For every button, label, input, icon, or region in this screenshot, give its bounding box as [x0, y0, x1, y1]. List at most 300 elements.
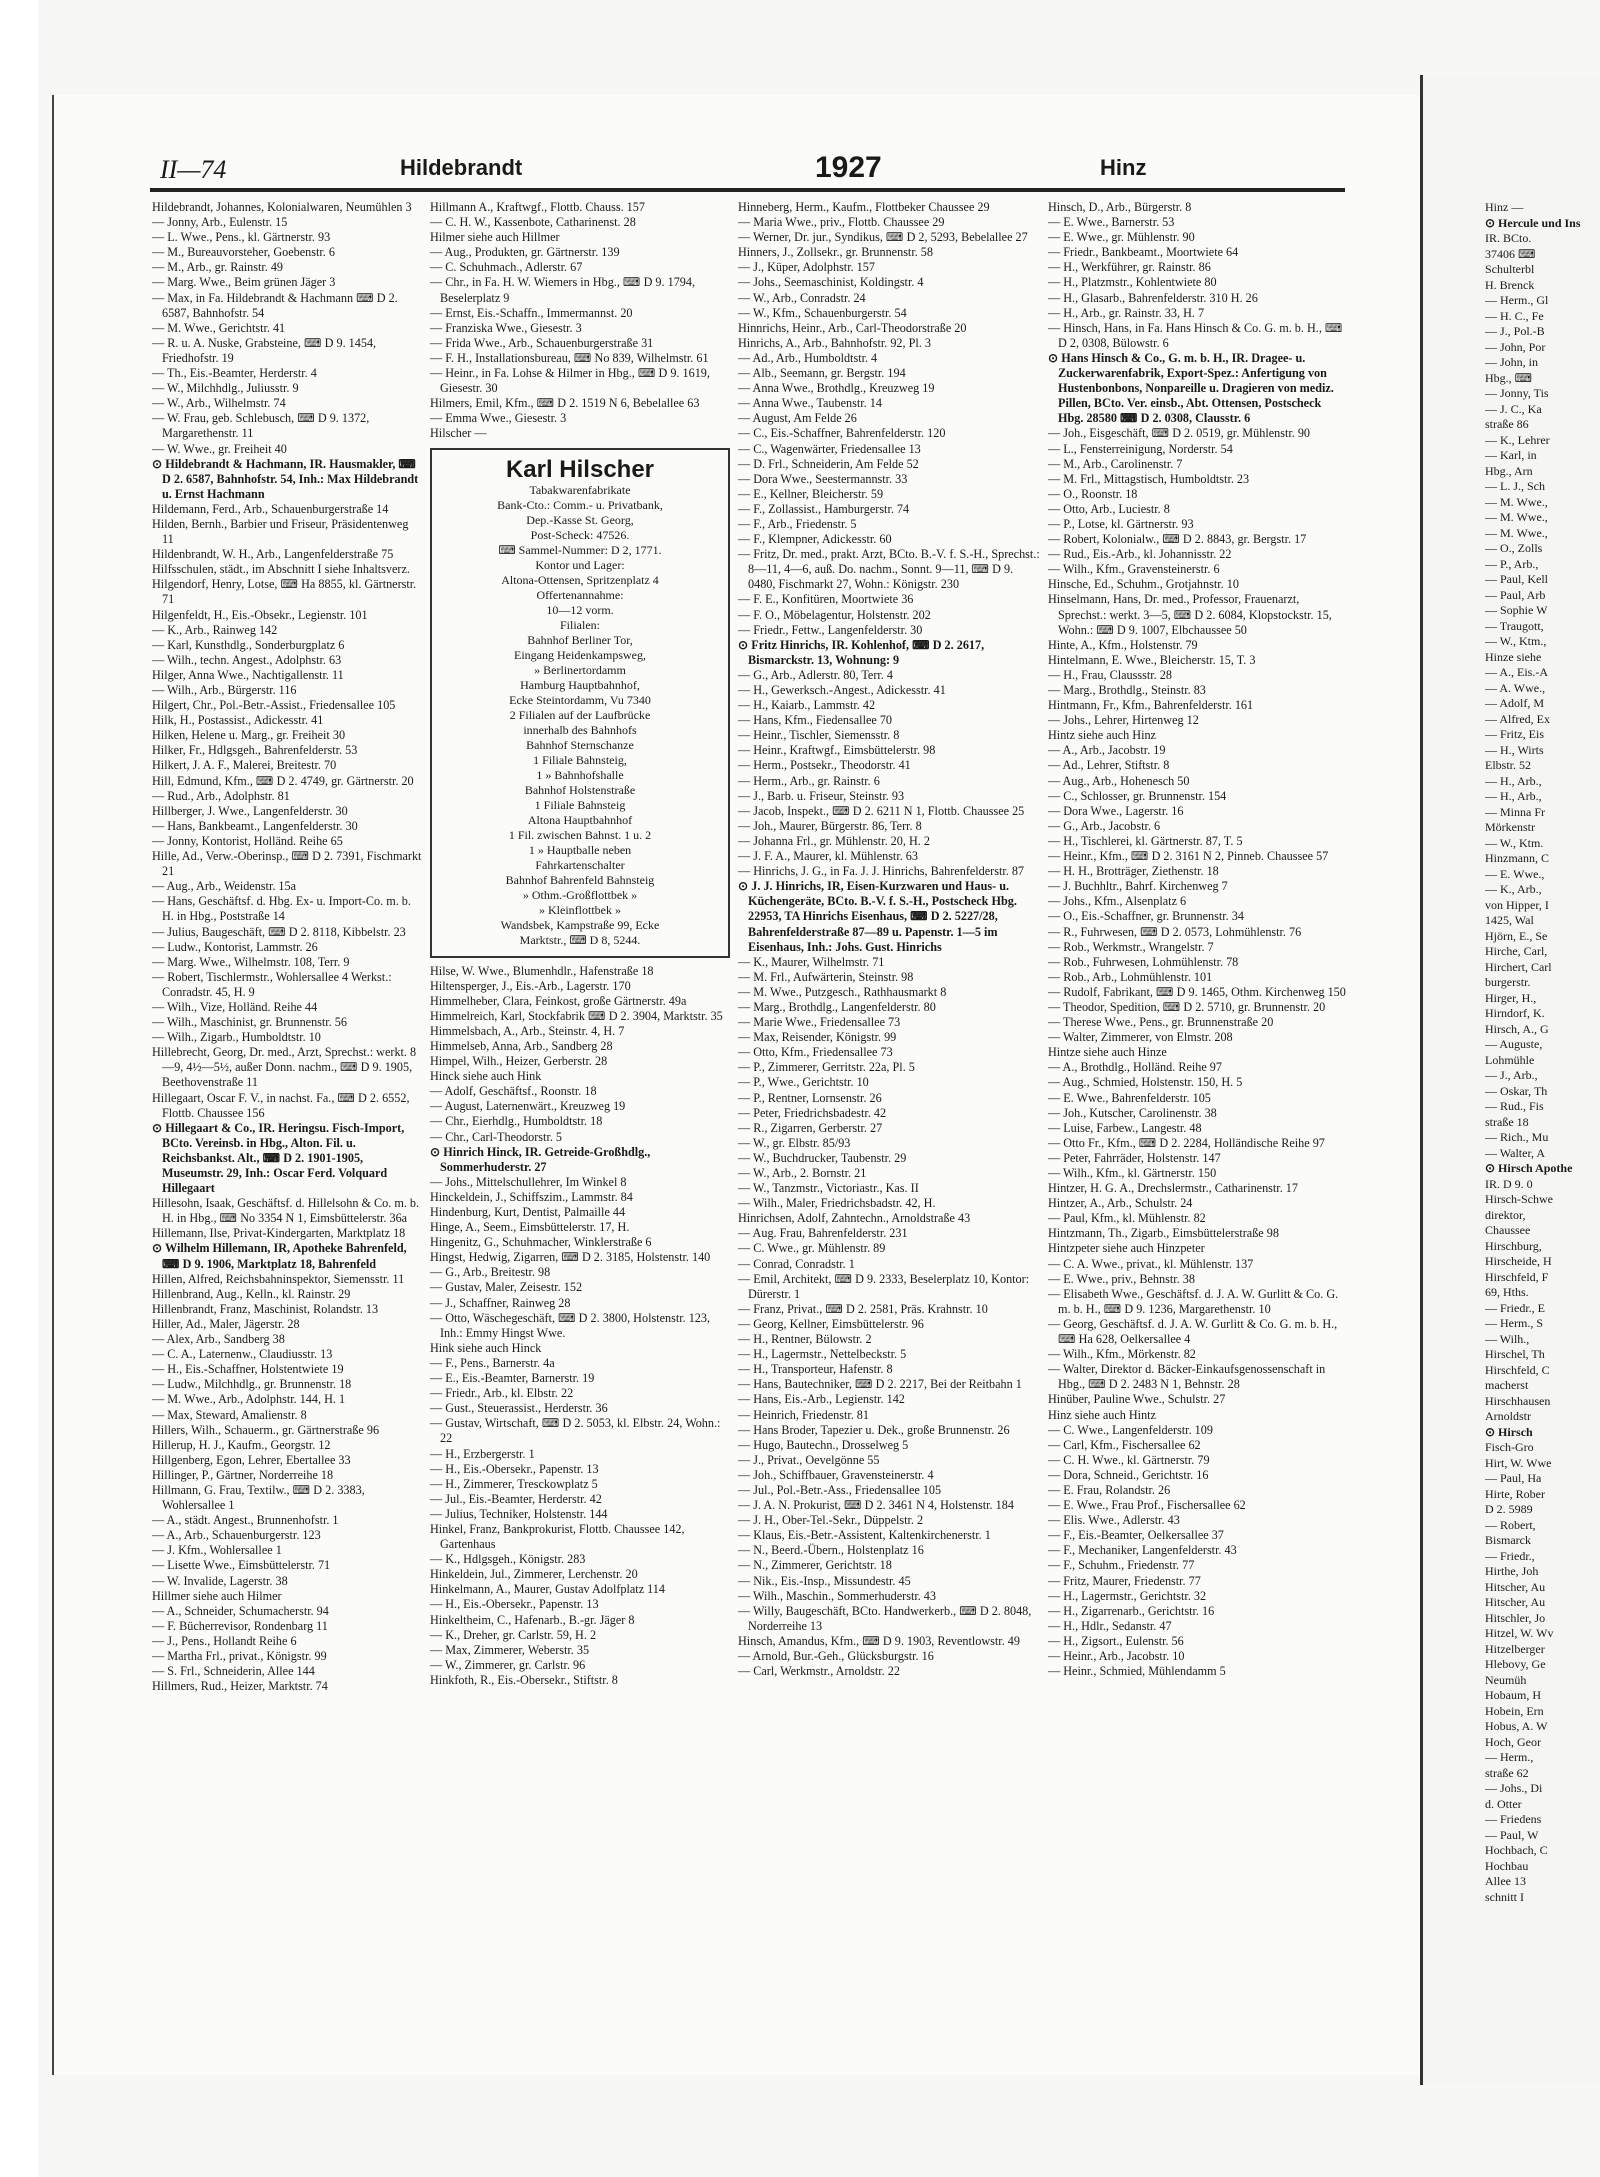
directory-entry: Neumüh	[1485, 1672, 1527, 1687]
directory-entry: Hirschhausen	[1485, 1393, 1551, 1408]
directory-entry: — K., Maurer, Wilhelmstr. 71	[738, 954, 885, 969]
ad-line: 1 Fil. zwischen Bahnst. 1 u. 2	[508, 827, 652, 842]
directory-entry: — Friedr., E	[1485, 1300, 1545, 1315]
directory-entry: straße 18	[1485, 1114, 1529, 1129]
directory-entry: — H., Zigarrenarb., Gerichtstr. 16	[1048, 1603, 1215, 1618]
ad-line: Bahnhof Sternschanze	[526, 737, 634, 752]
directory-entry: — W. Wwe., gr. Freiheit 40	[152, 441, 287, 456]
directory-entry: Hinselmann, Hans, Dr. med., Professor, Frauenarzt, Sprechst.: werkt. 3—5, ⌨ D 2. 6084, Klopstockstr. 15, Wohn.: ⌨ D 9. 1007, Elbchaussee 50	[1048, 592, 1332, 637]
directory-entry: — Paul, Ha	[1485, 1471, 1542, 1485]
directory-entry: — A. Wwe.,	[1485, 680, 1546, 695]
directory-entry: — Carl, Werkmstr., Arnoldstr. 22	[738, 1664, 900, 1679]
directory-entry: — Wilh., Maschin., Sommerhuderstr. 43	[738, 1588, 936, 1603]
directory-entry: — Jonny, Tis	[1485, 386, 1549, 400]
directory-entry: — Conrad, Conradstr. 1	[738, 1256, 855, 1271]
directory-entry: Hochbach, C	[1485, 1843, 1548, 1857]
directory-entry: Hillmers, Rud., Heizer, Marktstr. 74	[152, 1679, 328, 1694]
directory-entry: — Joh., Eisgeschäft, ⌨ D 2. 0519, gr. Mühlenstr. 90	[1048, 426, 1311, 441]
directory-entry: — Herm., Gl	[1485, 293, 1549, 307]
directory-entry: ⊙ J. J. Hinrichs, IR, Eisen-Kurzwaren und Haus- u. Küchengeräte, BCto. B.-V. f. S.-H., Postscheck Hbg. 22953, TA Hinrichs Eisenhaus, ⌨ D 2. 5227/28, Bahrenfelderstraße 87—89 u. Papenstr. 1—5 im Eisenhaus, Inh.: Johs. Gust. Hinrichs	[738, 879, 1017, 954]
directory-entry: — H., Arb., gr. Rainstr. 33, H. 7	[1048, 305, 1205, 320]
ad-line: Offertenannahme:	[536, 587, 624, 602]
directory-entry: — C., Wagenwärter, Friedensallee 13	[738, 441, 921, 456]
directory-entry: — Hinsch, Hans, in Fa. Hans Hinsch & Co. G. m. b. H., ⌨ D 2, 0308, Bülowstr. 6	[1048, 320, 1343, 350]
directory-entry: Hintz siehe auch Hinz	[1048, 728, 1156, 743]
directory-entry: — Marg., Brothdlg., Langenfelderstr. 80	[738, 999, 936, 1014]
directory-entry: — Heinr., in Fa. Lohse & Hilmer in Hbg., ⌨ D 9. 1619, Giesestr. 30	[430, 366, 710, 396]
directory-entry: Hingst, Hedwig, Zigarren, ⌨ D 2. 3185, Holstenstr. 140	[430, 1250, 711, 1265]
directory-entry: — M. Wwe.,	[1485, 510, 1548, 524]
directory-entry: — Johs., Mittelschullehrer, Im Winkel 8	[430, 1174, 627, 1189]
directory-entry: Hirschfeld, F	[1485, 1269, 1549, 1284]
directory-entry: — R. u. A. Nuske, Grabsteine, ⌨ D 9. 1454, Friedhofstr. 19	[152, 335, 377, 365]
directory-entry: Hilscher —	[430, 426, 487, 441]
directory-entry: — J. C., Ka	[1485, 401, 1542, 416]
directory-entry: — Franz, Privat., ⌨ D 2. 2581, Präs. Krahnstr. 10	[738, 1301, 988, 1316]
directory-entry: — Georg, Geschäftsf. d. J. A. W. Gurlitt & Co. G. m. b. H., ⌨ Ha 628, Oelkersallee 4	[1048, 1316, 1338, 1347]
directory-entry: Hillerup, H. J., Kaufm., Georgstr. 12	[152, 1437, 331, 1452]
directory-entry: — F., Schuhm., Friedenstr. 77	[1048, 1558, 1195, 1573]
directory-entry: Hildemann, Ferd., Arb., Schauenburgerstraße 14	[152, 501, 389, 516]
directory-entry: — P., Rentner, Lornsenstr. 26	[738, 1090, 882, 1105]
directory-entry: — R., Zigarren, Gerberstr. 27	[738, 1120, 883, 1135]
directory-entry: — G., Arb., Adlerstr. 80, Terr. 4	[738, 667, 893, 682]
directory-entry: Hilmers, Emil, Kfm., ⌨ D 2. 1519 N 6, Bebelallee 63	[430, 396, 700, 411]
directory-entry: — Nik., Eis.-Insp., Missundestr. 45	[738, 1573, 911, 1588]
directory-entry: — F., Pens., Barnerstr. 4a	[430, 1355, 555, 1370]
directory-entry: — H., Glasarb., Bahrenfelderstr. 310 H. 26	[1048, 290, 1258, 305]
directory-entry: — Herm., Postsekr., Theodorstr. 41	[738, 758, 911, 773]
ad-line: Altona Hauptbahnhof	[527, 812, 633, 827]
directory-entry: — Julius, Baugeschäft, ⌨ D 2. 8118, Kibbelstr. 23	[152, 924, 406, 939]
directory-entry: — Marg. Wwe., Beim grünen Jäger 3	[152, 275, 336, 290]
directory-entry: — Herm.,	[1485, 1750, 1534, 1764]
directory-entry: Hilgenfeldt, H., Eis.-Obsekr., Legienstr. 101	[152, 607, 368, 622]
directory-entry: — Robert, Tischlermstr., Wohlersallee 4 Werkst.: Conradstr. 45, H. 9	[152, 969, 392, 999]
directory-entry: Hobein, Ern	[1485, 1703, 1544, 1718]
directory-entry: — Adolf, M	[1485, 696, 1545, 710]
directory-entry: Hitzel, W. Wv	[1485, 1626, 1554, 1640]
directory-entry: — Chr., Carl-Theodorstr. 5	[430, 1129, 563, 1144]
directory-entry: Elbstr. 52	[1485, 758, 1532, 772]
directory-entry: Hilker, Fr., Hdlgsgeh., Bahrenfelderstr. 53	[152, 743, 358, 758]
directory-entry: Hilden, Bernh., Barbier und Friseur, Präsidentenweg 11	[152, 516, 409, 547]
directory-entry: Hirger, H.,	[1485, 990, 1537, 1005]
directory-entry: — Hans, Geschäftsf. d. Hbg. Ex- u. Import-Co. m. b. H. in Hbg., Poststraße 14	[152, 894, 411, 924]
directory-entry: — W., Ktm.,	[1485, 634, 1547, 648]
ad-line: ⌨ Sammel-Nummer: D 2, 1771.	[498, 542, 662, 557]
directory-entry: — G., Arb., Breitestr. 98	[430, 1265, 551, 1280]
directory-entry: Hinge, A., Seem., Eimsbüttelerstr. 17, H.	[430, 1220, 630, 1235]
directory-entry: ⊙ Hercule und Ins	[1485, 215, 1581, 230]
directory-entry: 69, Hths.	[1485, 1285, 1529, 1299]
directory-entry: — Alex, Arb., Sandberg 38	[152, 1332, 285, 1347]
directory-entry: — Walter, Zimmerer, von Elmstr. 208	[1048, 1030, 1233, 1045]
directory-entry: — Aug., Schmied, Holstenstr. 150, H. 5	[1048, 1075, 1243, 1090]
advertisement-box	[430, 448, 730, 958]
ad-line: Marktstr., ⌨ D 8, 5244.	[519, 932, 641, 947]
directory-entry: Hirsch, A., G	[1485, 1021, 1549, 1036]
directory-entry: Mörkenstr	[1485, 820, 1535, 834]
directory-entry: Hirsch-Schwe	[1485, 1192, 1553, 1206]
directory-entry: — Ad., Lehrer, Stiftstr. 8	[1048, 758, 1170, 773]
directory-entry: Hintzpeter siehe auch Hinzpeter	[1048, 1241, 1205, 1256]
directory-entry: — J., Barb. u. Friseur, Steinstr. 93	[738, 788, 905, 803]
directory-entry: — E., Eis.-Beamter, Barnerstr. 19	[430, 1371, 595, 1386]
ad-line: Bahnhof Bahrenfeld Bahnsteig	[505, 872, 655, 887]
directory-entry: — P., Wwe., Gerichtstr. 10	[738, 1075, 869, 1090]
directory-entry: Hirthe, Joh	[1485, 1564, 1539, 1578]
directory-entry: — N., Zimmerer, Gerichtstr. 18	[738, 1558, 892, 1573]
directory-entry: Hinsche, Ed., Schuhm., Grotjahnstr. 10	[1048, 577, 1239, 592]
directory-entry: ⊙ Hans Hinsch & Co., G. m. b. H., IR. Dragee- u. Zuckerwarenfabrik, Export-Spez.: Anfertigung von Hustenbonbons, Nonpareille u. Dragieren von mediz. Pillen, BCto. Ver. einsb., Abt. Ottensen, Postscheck Hbg. 28580 ⌨ D 2. 0308, Clausstr. 6	[1048, 350, 1334, 426]
directory-entry: — H., Eis.-Obersekr., Papenstr. 13	[430, 1461, 599, 1476]
directory-entry: Hillebrecht, Georg, Dr. med., Arzt, Sprechst.: werkt. 8—9, 4½—5½, außer Donn. nachm., ⌨ D 9. 1905, Beethovenstraße 11	[152, 1045, 417, 1090]
directory-entry: — Ludw., Milchhdlg., gr. Brunnenstr. 18	[152, 1377, 352, 1392]
directory-entry: Himmelreich, Karl, Stockfabrik ⌨ D 2. 3904, Marktstr. 35	[430, 1008, 723, 1023]
directory-entry: — O., Roonstr. 18	[1048, 486, 1138, 501]
directory-entry: Hirte, Rober	[1485, 1486, 1545, 1501]
directory-entry: Hillenbrand, Aug., Kelln., kl. Rainstr. 29	[152, 1286, 351, 1301]
directory-entry: — Rob., Werkmstr., Wrangelstr. 7	[1048, 939, 1214, 954]
directory-entry: — Heinr., Kraftwgf., Eimsbüttelerstr. 98	[738, 743, 936, 758]
directory-entry: Hilken, Helene u. Marg., gr. Freiheit 30	[152, 728, 346, 743]
directory-entry: — J., Pens., Hollandt Reihe 6	[152, 1633, 297, 1648]
directory-entry: — Wilh., Kfm., kl. Gärtnerstr. 150	[1048, 1166, 1217, 1180]
directory-entry: — H., Arb.,	[1485, 789, 1542, 803]
directory-entry: — W., Arb., Wilhelmstr. 74	[152, 396, 286, 411]
directory-entry: — Rud., Eis.-Arb., kl. Johannisstr. 22	[1048, 547, 1232, 562]
directory-entry: — F. O., Möbelagentur, Holstenstr. 202	[738, 607, 931, 622]
ad-line: Kontor und Lager:	[535, 557, 625, 572]
directory-entry: Hirche, Carl,	[1485, 944, 1548, 958]
directory-entry: Hoch, Geor	[1485, 1734, 1541, 1749]
directory-entry: — Wilh., Kfm., Mörkenstr. 82	[1048, 1347, 1196, 1362]
directory-entry: — Fritz, Maurer, Friedenstr. 77	[1048, 1573, 1201, 1588]
directory-entry: Hillgenberg, Egon, Lehrer, Ebertallee 33	[152, 1452, 351, 1467]
directory-entry: Hintzer, H. G. A., Drechslermstr., Catharinenstr. 17	[1048, 1181, 1298, 1196]
directory-entry: — Fritz, Eis	[1485, 727, 1544, 741]
directory-entry: — F., Arb., Friedenstr. 5	[738, 516, 857, 531]
directory-entry: Hitscher, Au	[1485, 1595, 1546, 1609]
directory-entry: — Joh., Schiffbauer, Gravensteinerstr. 4	[738, 1467, 934, 1482]
directory-entry: Hobaum, H	[1485, 1688, 1541, 1702]
directory-entry: — H., Zimmerer, Tresckowplatz 5	[430, 1476, 598, 1491]
column-3	[738, 200, 1043, 1679]
directory-entry: — M. Wwe.,	[1485, 525, 1548, 540]
column-1	[152, 200, 422, 1694]
directory-entry: — P., Lotse, kl. Gärtnerstr. 93	[1048, 516, 1194, 531]
directory-entry: — Chr., in Fa. H. W. Wiemers in Hbg., ⌨ D 9. 1794, Beselerplatz 9	[430, 275, 696, 305]
directory-entry: — Klaus, Eis.-Betr.-Assistent, Kaltenkirchenerstr. 1	[738, 1528, 991, 1543]
directory-entry: — D. Frl., Schneiderin, Am Felde 52	[738, 456, 919, 471]
directory-entry: — Arnold, Bur.-Geh., Glücksburgstr. 16	[738, 1649, 934, 1663]
ad-line: Filialen:	[560, 617, 600, 632]
directory-entry: — Chr., Eierhdlg., Humboldtstr. 18	[430, 1114, 603, 1129]
directory-entry: Hink siehe auch Hinck	[430, 1340, 542, 1355]
ad-line: Bank-Cto.: Comm.- u. Privatbank,	[497, 497, 663, 512]
directory-entry: Hilfsschulen, städt., im Abschnitt I siehe Inhaltsverz.	[152, 562, 410, 577]
directory-entry: — Wilh.,	[1485, 1331, 1530, 1346]
directory-entry: Bismarck	[1485, 1533, 1531, 1547]
directory-entry: — L., Fensterreinigung, Norderstr. 54	[1048, 441, 1233, 456]
directory-entry: — Fritz, Dr. med., prakt. Arzt, BCto. B.-V. f. S.-H., Sprechst.: 8—11, 4—6, auß. Do. nachm., Sonnt. 9—11, ⌨ D 9. 0480, Fischmarkt 27, Wohn.: Königstr. 230	[738, 547, 1040, 592]
directory-entry: — Jul., Eis.-Beamter, Herderstr. 42	[430, 1491, 602, 1506]
directory-entry: — K., Lehrer	[1485, 432, 1550, 447]
directory-entry: — Friedr., Bankbeamt., Moortwiete 64	[1048, 245, 1239, 260]
directory-entry: — E. Wwe., priv., Behnstr. 38	[1048, 1271, 1195, 1286]
directory-entry: Hildenbrandt, W. H., Arb., Langenfelderstraße 75	[152, 547, 394, 562]
directory-entry: Hinneberg, Herm., Kaufm., Flottbeker Chaussee 29	[738, 200, 990, 214]
directory-entry: — Hans, Kfm., Fiedensallee 70	[738, 713, 893, 728]
directory-entry: — E. Wwe., gr. Mühlenstr. 90	[1048, 230, 1195, 245]
directory-entry: Hill, Edmund, Kfm., ⌨ D 2. 4749, gr. Gärtnerstr. 20	[152, 773, 414, 788]
scan-left-edge	[0, 0, 38, 2177]
directory-entry: — L. J., Sch	[1485, 479, 1545, 493]
directory-entry: — Werner, Dr. jur., Syndikus, ⌨ D 2, 5293, Bebelallee 27	[738, 230, 1028, 245]
directory-entry: — Gustav, Maler, Zeisestr. 152	[430, 1280, 583, 1295]
page-number: II—74	[160, 155, 227, 184]
directory-entry: — J. H., Ober-Tel.-Sekr., Düppelstr. 2	[738, 1513, 924, 1528]
directory-entry: — E. Wwe., Bahrenfelderstr. 105	[1048, 1090, 1211, 1105]
directory-entry: Chaussee	[1485, 1223, 1531, 1237]
directory-entry: — W., Buchdrucker, Taubenstr. 29	[738, 1150, 907, 1165]
directory-entry: — A., Arb., Jacobstr. 19	[1048, 743, 1166, 758]
directory-entry: Hillers, Wilh., Schauerm., gr. Gärtnerstraße 96	[152, 1422, 380, 1437]
directory-entry: Hilger, Anna Wwe., Nachtigallenstr. 11	[152, 667, 344, 682]
ad-line: Hamburg Hauptbahnhof,	[520, 677, 640, 692]
directory-entry: Hochbau	[1485, 1858, 1529, 1873]
directory-entry: — Jonny, Kontorist, Holländ. Reihe 65	[152, 833, 343, 848]
directory-entry: — Wilh., Kfm., Gravensteinerstr. 6	[1048, 562, 1220, 577]
directory-entry: — J. Kfm., Wohlersallee 1	[152, 1543, 282, 1558]
directory-entry: — K., Dreher, gr. Carlstr. 59, H. 2	[430, 1627, 597, 1642]
directory-entry: — Emil, Architekt, ⌨ D 9. 2333, Beselerplatz 10, Kontor: Dürerstr. 1	[738, 1271, 1030, 1301]
directory-entry: Hintze siehe auch Hinze	[1048, 1045, 1167, 1060]
directory-entry: — Ludw., Kontorist, Lammstr. 26	[152, 939, 318, 954]
ad-line: Fahrkartenschalter	[535, 857, 625, 872]
directory-entry: — Friedr., Fettw., Langenfelderstr. 30	[738, 622, 923, 637]
directory-entry: Hinüber, Pauline Wwe., Schulstr. 27	[1048, 1392, 1226, 1407]
directory-entry: Hilgendorf, Henry, Lotse, ⌨ Ha 8855, kl. Gärtnerstr. 71	[152, 577, 417, 607]
directory-entry: — C. Wwe., gr. Mühlenstr. 89	[738, 1241, 886, 1256]
directory-entry: — Joh., Maurer, Bürgerstr. 86, Terr. 8	[738, 818, 922, 833]
directory-entry: Hinsch, Amandus, Kfm., ⌨ D 9. 1903, Reventlowstr. 49	[738, 1633, 1020, 1648]
directory-entry: — Anna Wwe., Brothdlg., Kreuzweg 19	[738, 381, 935, 396]
directory-entry: — Rudolf, Fabrikant, ⌨ D 9. 1465, Othm. Kirchenweg 150	[1048, 984, 1346, 999]
directory-entry: Hinkeldein, Jul., Zimmerer, Lerchenstr. 20	[430, 1567, 638, 1582]
ad-line: » Othm.-Großflottbek »	[522, 887, 638, 902]
directory-entry: — Hans, Bankbeamt., Langenfelderstr. 30	[152, 818, 358, 833]
directory-entry: Hirschel, Th	[1485, 1347, 1545, 1361]
directory-entry: — W., Milchhdlg., Juliusstr. 9	[152, 381, 299, 396]
directory-entry: Hinkeltheim, C., Hafenarb., B.-gr. Jäger 8	[430, 1612, 635, 1627]
directory-entry: — M., Bureauvorsteher, Goebenstr. 6	[152, 245, 335, 260]
directory-entry: — W., Arb., 2. Bornstr. 21	[738, 1166, 867, 1180]
directory-entry: — Max, Zimmerer, Weberstr. 35	[430, 1642, 590, 1657]
directory-entry: — Therese Wwe., Pens., gr. Brunnenstraße 20	[1048, 1015, 1274, 1030]
directory-entry: — Th., Eis.-Beamter, Herderstr. 4	[152, 366, 317, 381]
directory-entry: — H., Werkführer, gr. Rainstr. 86	[1048, 260, 1211, 275]
directory-entry: — Minna Fr	[1485, 804, 1545, 819]
directory-entry: — R., Fuhrwesen, ⌨ D 2. 0573, Lohmühlenstr. 76	[1048, 924, 1302, 939]
directory-entry: — Gustav, Wirtschaft, ⌨ D 2. 5053, kl. Elbstr. 24, Wohn.: 22	[430, 1416, 721, 1446]
directory-entry: Hillenbrandt, Franz, Maschinist, Rolandstr. 13	[152, 1301, 379, 1316]
directory-entry: Hilse, W. Wwe., Blumenhdlr., Hafenstraße 18	[430, 963, 654, 978]
directory-entry: H. Brenck	[1485, 277, 1535, 292]
directory-entry: — H., Arb.,	[1485, 773, 1542, 788]
ad-line: 1 Filiale Bahnsteig,	[533, 752, 627, 767]
directory-entry: — F., Zollassist., Hamburgerstr. 74	[738, 501, 910, 516]
directory-entry: IR. D 9. 0	[1485, 1176, 1533, 1191]
directory-entry: — M., Arb., gr. Rainstr. 49	[152, 260, 284, 275]
directory-entry: — August, Laternenwärt., Kreuzweg 19	[430, 1099, 626, 1114]
directory-entry: Hillegaart, Oscar F. V., in nachst. Fa., ⌨ D 2. 6552, Flottb. Chaussee 156	[152, 1090, 410, 1120]
directory-entry: — H., Gewerksch.-Angest., Adickesstr. 41	[738, 683, 946, 697]
directory-entry: IR. BCto.	[1485, 231, 1532, 245]
directory-entry: Hirschfeld, C	[1485, 1362, 1550, 1377]
ad-line: Eingang Heidenkampsweg,	[514, 647, 646, 662]
directory-entry: — Johs., Kfm., Alsenplatz 6	[1048, 894, 1187, 909]
directory-entry: — Elis. Wwe., Adlerstr. 43	[1048, 1513, 1180, 1528]
page-header	[100, 145, 1350, 185]
directory-entry: — H. H., Brotträger, Ziethenstr. 18	[1048, 864, 1219, 879]
directory-entry: Hinz —	[1485, 200, 1524, 214]
directory-entry: Hobus, A. W	[1485, 1719, 1548, 1733]
directory-entry: — Walter, A	[1485, 1145, 1545, 1160]
directory-entry: Hinsch, D., Arb., Bürgerstr. 8	[1048, 200, 1192, 214]
directory-entry: Hirchert, Carl	[1485, 959, 1552, 974]
directory-entry: — Wilh., techn. Angest., Adolphstr. 63	[152, 652, 342, 667]
directory-entry: — August, Am Felde 26	[738, 411, 857, 426]
directory-entry: — Luise, Farbew., Langestr. 48	[1048, 1120, 1202, 1135]
directory-entry: — Johs., Lehrer, Hirtenweg 12	[1048, 713, 1199, 728]
directory-entry: — Aug., Arb., Hohenesch 50	[1048, 773, 1190, 788]
directory-entry: — H., Rentner, Bülowstr. 2	[738, 1332, 872, 1347]
directory-entry: — Anna Wwe., Taubenstr. 14	[738, 396, 882, 411]
directory-entry: Hinz siehe auch Hintz	[1048, 1407, 1156, 1422]
directory-entry: — Aug. Frau, Bahrenfelderstr. 231	[738, 1226, 908, 1241]
directory-entry: — A., Brothdlg., Holländ. Reihe 97	[1048, 1060, 1222, 1075]
directory-entry: Hindenburg, Kurt, Dentist, Palmaille 44	[430, 1205, 626, 1219]
directory-entry: — S. Frl., Schneiderin, Allee 144	[152, 1664, 315, 1679]
directory-entry: — Lisette Wwe., Eimsbüttelerstr. 71	[152, 1558, 331, 1573]
directory-entry: — Friedens	[1485, 1812, 1542, 1826]
directory-entry: 37406 ⌨	[1485, 246, 1536, 261]
directory-entry: Hinze siehe	[1485, 649, 1542, 664]
directory-entry: — Traugott,	[1485, 618, 1544, 633]
directory-entry: — Otto, Kfm., Friedensallee 73	[738, 1045, 893, 1060]
directory-entry: — C. Schuhmach., Adlerstr. 67	[430, 260, 583, 275]
directory-entry: — C. H. W., Kassenbote, Catharinenst. 28	[430, 215, 636, 230]
directory-entry: — Otto, Arb., Luciestr. 8	[1048, 501, 1170, 516]
directory-entry: — Heinr., Schmied, Mühlendamm 5	[1048, 1664, 1226, 1679]
directory-entry: — Paul, Kell	[1485, 572, 1548, 586]
directory-entry: — Wilh., Maler, Friedrichsbadstr. 42, H.	[738, 1196, 936, 1211]
header-last-name: Hinz	[1100, 155, 1147, 180]
directory-entry: von Hipper, I	[1485, 897, 1549, 912]
directory-entry: burgerstr.	[1485, 975, 1531, 989]
directory-entry: — W., Arb., Conradstr. 24	[738, 290, 866, 305]
directory-entry: — C., Schlosser, gr. Brunnenstr. 154	[1048, 788, 1227, 803]
directory-entry: — H., Eis.-Obersekr., Papenstr. 13	[430, 1597, 599, 1612]
directory-entry: Hildebrandt, Johannes, Kolonialwaren, Neumühlen 3	[152, 200, 412, 214]
directory-entry: — O., Zolls	[1485, 541, 1543, 555]
directory-entry: — A., städt. Angest., Brunnenhofstr. 1	[152, 1513, 339, 1528]
directory-entry: — H., Wirts	[1485, 742, 1544, 757]
directory-entry: — Walter, Direktor d. Bäcker-Einkaufsgenossenschaft in Hbg., ⌨ D 2. 2483 N 1, Behnstr. 28	[1048, 1362, 1326, 1392]
directory-entry: — Paul, Arb	[1485, 587, 1546, 602]
directory-entry: Hinckeldein, J., Schiffszim., Lammstr. 84	[430, 1189, 633, 1204]
directory-entry: — L. Wwe., Pens., kl. Gärtnerstr. 93	[152, 230, 331, 245]
directory-entry: — Willy, Baugeschäft, BCto. Handwerkerb., ⌨ D 2. 8048, Norderreihe 13	[738, 1603, 1032, 1633]
directory-entry: — Wilh., Arb., Bürgerstr. 116	[152, 683, 297, 697]
directory-entry: — Alb., Seemann, gr. Bergstr. 194	[738, 366, 906, 381]
directory-entry: — Rud., Fis	[1485, 1099, 1544, 1113]
directory-entry: — F., Klempner, Adickesstr. 60	[738, 532, 892, 547]
directory-entry: — Peter, Fahrräder, Holstenstr. 147	[1048, 1150, 1221, 1165]
directory-entry: Hinck siehe auch Hink	[430, 1069, 542, 1084]
directory-entry: Himpel, Wilh., Heizer, Gerberstr. 28	[430, 1054, 608, 1069]
directory-entry: — Rud., Arb., Adolphstr. 81	[152, 788, 290, 803]
directory-entry: Hbg., ⌨	[1485, 370, 1532, 385]
directory-entry: — J., Pol.-B	[1485, 324, 1545, 338]
directory-entry: Schulterbl	[1485, 262, 1535, 276]
directory-entry: — Aug., Arb., Weidenstr. 15a	[152, 879, 297, 894]
directory-entry: — Hans, Bautechniker, ⌨ D 2. 2217, Bei der Reitbahn 1	[738, 1377, 1022, 1392]
directory-entry: — Paul, Kfm., kl. Mühlenstr. 82	[1048, 1211, 1206, 1226]
directory-entry: Lohmühle	[1485, 1052, 1535, 1067]
directory-entry: — A., Arb., Schauenburgerstr. 123	[152, 1528, 321, 1543]
directory-entry: Hilmer siehe auch Hillmer	[430, 230, 560, 245]
directory-entry: — M. Wwe., Gerichtstr. 41	[152, 320, 286, 335]
directory-entry: Hillberger, J. Wwe., Langenfelderstr. 30	[152, 803, 348, 818]
directory-entry: — W., Zimmerer, gr. Carlstr. 96	[430, 1657, 586, 1672]
directory-entry: — Otto, Wäschegeschäft, ⌨ D 2. 3800, Holstenstr. 123, Inh.: Emmy Hingst Wwe.	[430, 1310, 711, 1340]
directory-entry: — E. Wwe.,	[1485, 866, 1545, 881]
directory-entry: — Max, Steward, Amalienstr. 8	[152, 1407, 307, 1422]
directory-entry: Hintmann, Fr., Kfm., Bahrenfelderstr. 161	[1048, 698, 1254, 713]
directory-entry: Hinkelmann, A., Maurer, Gustav Adolfplatz 114	[430, 1582, 665, 1597]
directory-entry: Hillmer siehe auch Hilmer	[152, 1588, 282, 1603]
directory-entry: — C. A., Laternenw., Claudiusstr. 13	[152, 1347, 333, 1362]
directory-entry: Hirt, W. Wwe	[1485, 1455, 1552, 1470]
directory-entry: Hilgert, Chr., Pol.-Betr.-Assist., Friedensallee 105	[152, 698, 396, 713]
directory-entry: — Marg. Wwe., Wilhelmstr. 108, Terr. 9	[152, 954, 350, 969]
directory-entry: Hintzer, A., Arb., Schulstr. 24	[1048, 1196, 1193, 1211]
directory-entry: — W., Tanzmstr., Victoriastr., Kas. II	[738, 1181, 919, 1196]
directory-entry: — M. Frl., Aufwärterin, Steinstr. 98	[738, 969, 914, 984]
directory-entry: d. Otter	[1485, 1796, 1522, 1811]
directory-entry: — Franziska Wwe., Giesestr. 3	[430, 320, 582, 335]
directory-entry: — Heinr., Tischler, Siemensstr. 8	[738, 728, 900, 743]
directory-entry: Hille, Ad., Verw.-Oberinsp., ⌨ D 2. 7391, Fischmarkt 21	[152, 849, 422, 879]
directory-entry: Hiller, Ad., Maler, Jägerstr. 28	[152, 1316, 300, 1331]
directory-entry: Hillmann A., Kraftwgf., Flottb. Chauss. 157	[430, 200, 645, 214]
directory-entry: Fisch-Gro	[1485, 1440, 1534, 1454]
directory-entry: — C. H. Wwe., kl. Gärtnerstr. 79	[1048, 1452, 1210, 1467]
directory-entry: — E. Wwe., Frau Prof., Fischersallee 62	[1048, 1498, 1246, 1513]
directory-entry: — Dora Wwe., Lagerstr. 16	[1048, 803, 1184, 818]
directory-entry: — Wilh., Maschinist, gr. Brunnenstr. 56	[152, 1015, 347, 1030]
directory-entry: — H., Transporteur, Hafenstr. 8	[738, 1362, 893, 1377]
ad-line: 1 » Bahnhofshalle	[536, 767, 624, 782]
directory-entry: — John, in	[1485, 355, 1539, 369]
directory-entry: — Jul., Pol.-Betr.-Ass., Friedensallee 105	[738, 1482, 942, 1497]
directory-entry: — Herm., S	[1485, 1316, 1543, 1330]
directory-entry: Hintelmann, E. Wwe., Bleicherstr. 15, T. 3	[1048, 652, 1256, 667]
directory-entry: — Otto Fr., Kfm., ⌨ D 2. 2284, Holländische Reihe 97	[1048, 1135, 1325, 1150]
